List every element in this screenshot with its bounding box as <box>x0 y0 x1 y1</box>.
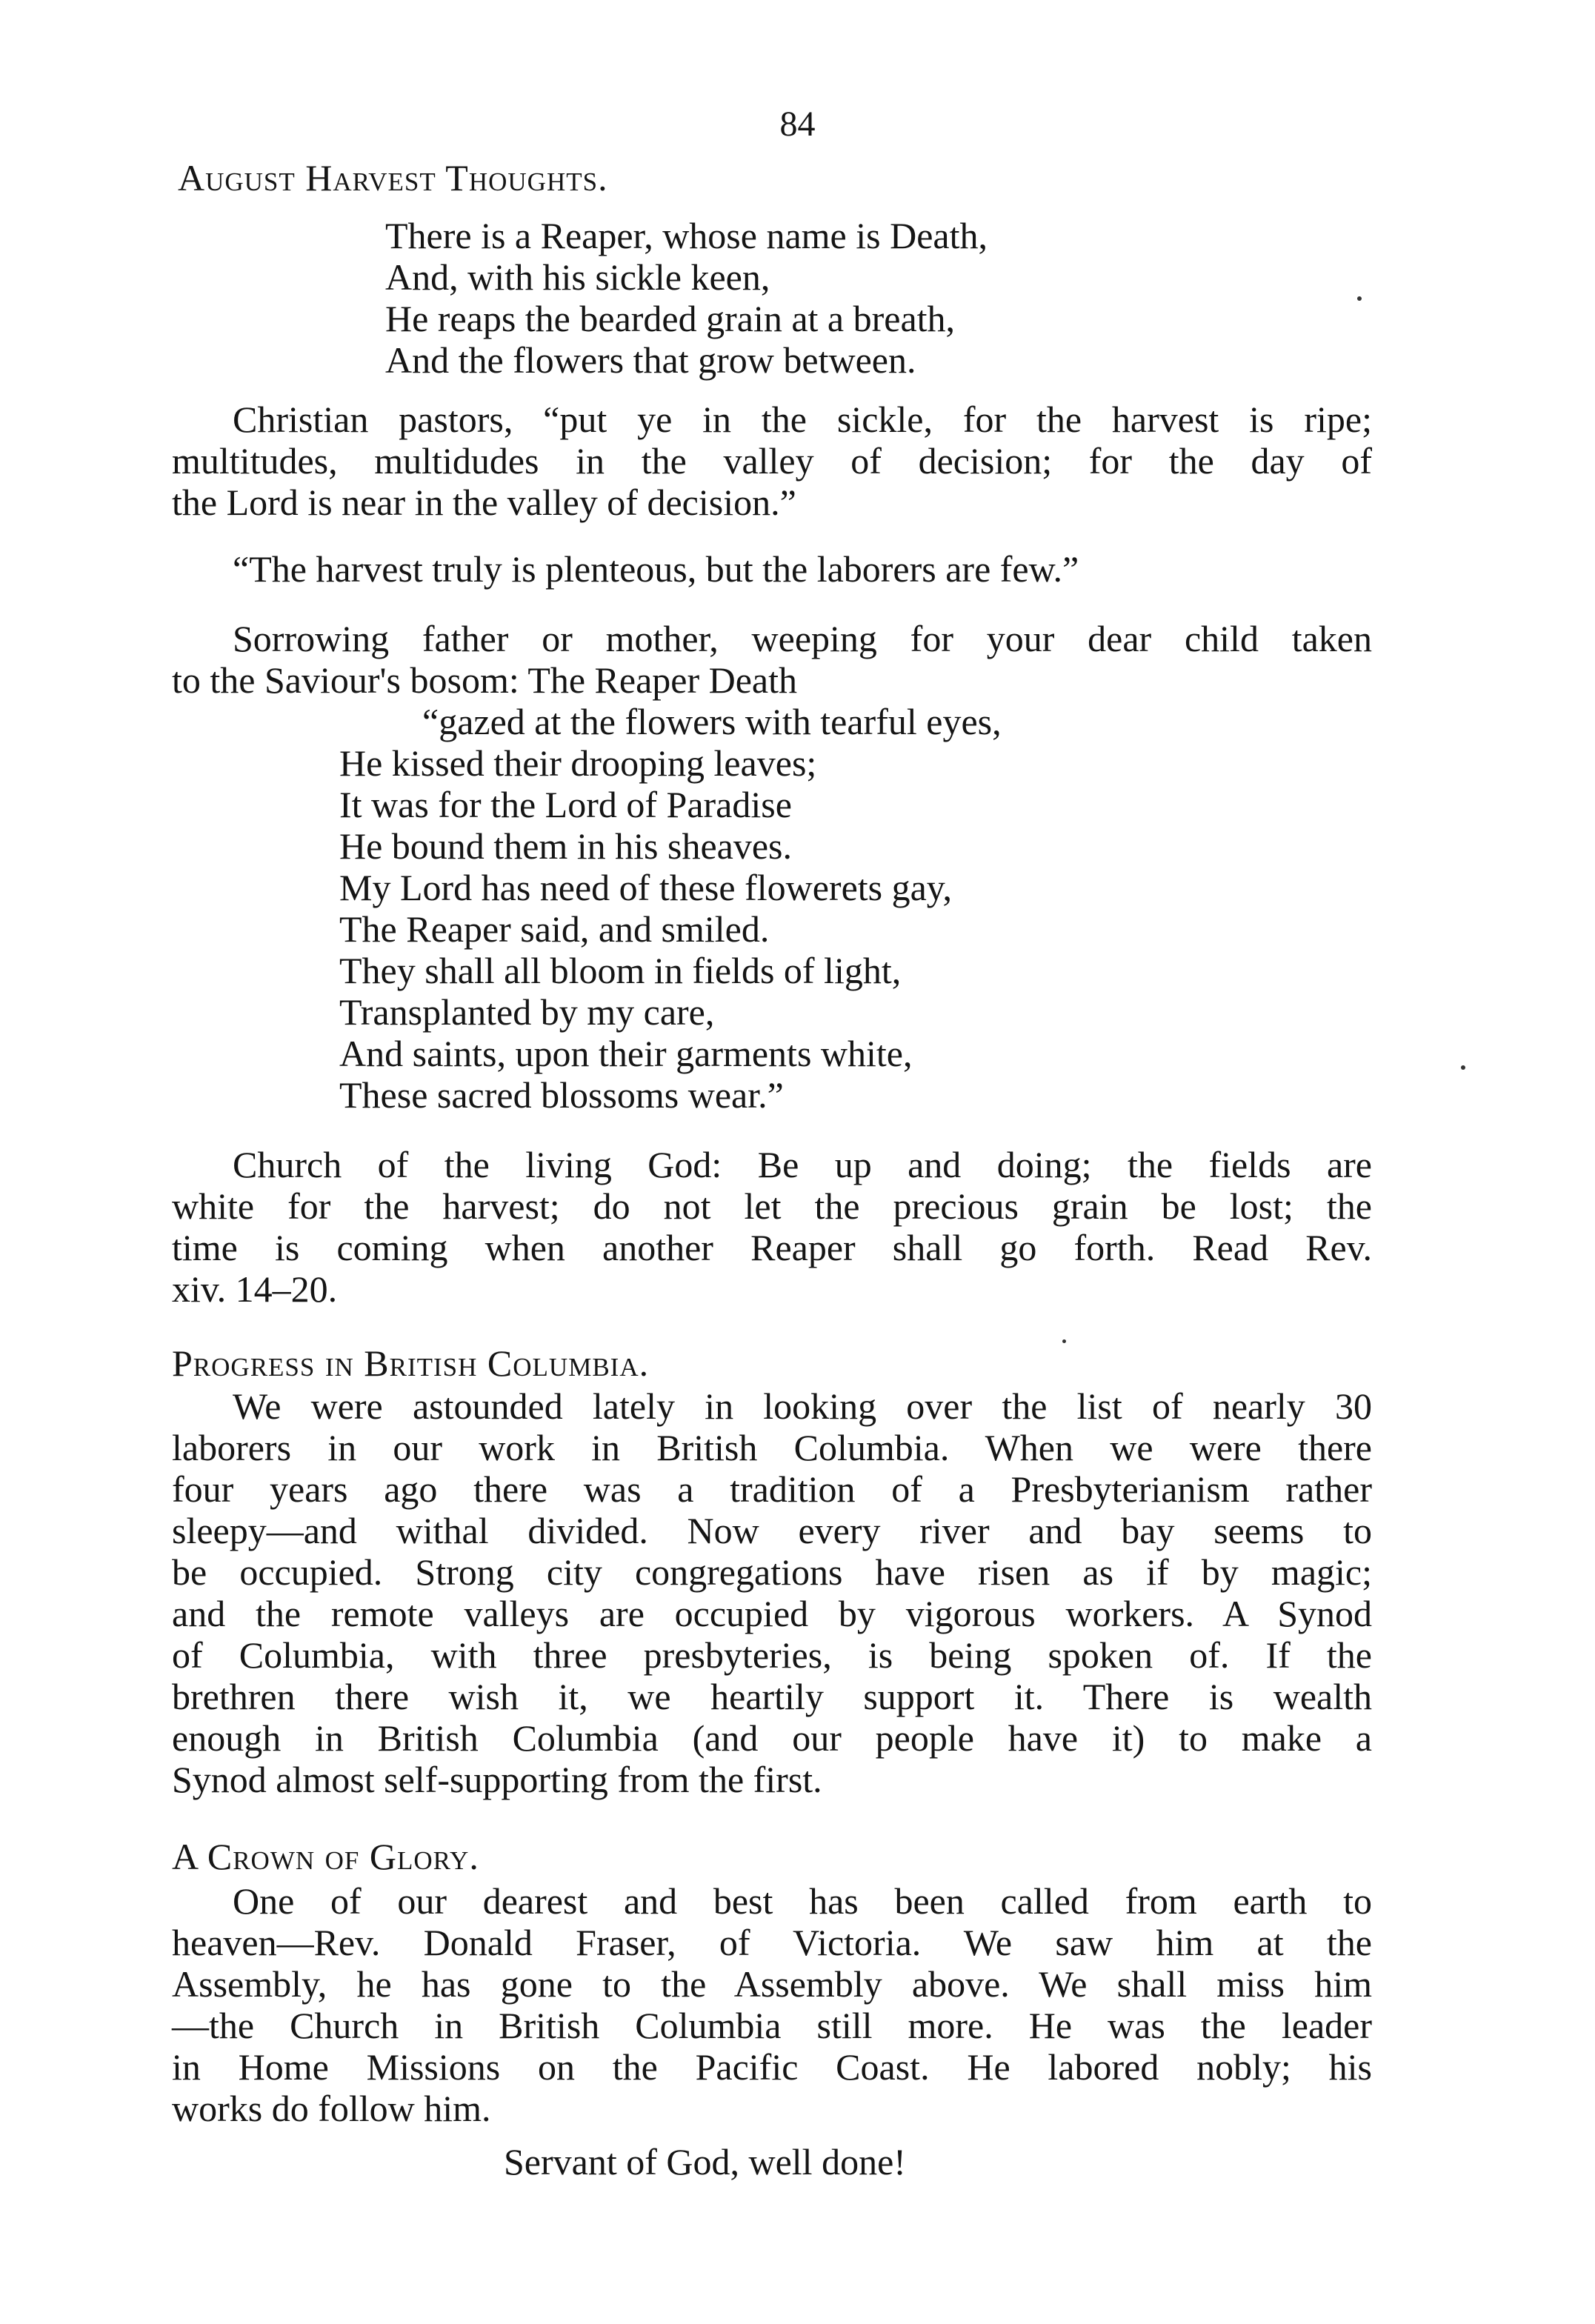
paragraph-line: four years ago there was a tradition of a Presbyterianism rather <box>172 1468 1372 1510</box>
paragraph-line: be occupied. Strong city congregations have risen as if by magic; <box>172 1551 1372 1593</box>
poem-line: And, with his sickle keen, <box>385 256 770 298</box>
paragraph-line: works do follow him. <box>172 2088 491 2129</box>
poem-reaper-death <box>339 701 1228 1123</box>
paragraph-line: We were astounded lately in looking over the list of nearly 30 <box>233 1385 1372 1427</box>
poem-line: And saints, upon their garments white, <box>339 1033 913 1074</box>
paragraph-line: xiv. 14–20. <box>172 1268 338 1310</box>
closing-text: Servant of God, well done! <box>504 2141 906 2183</box>
section-heading: Progress in British Columbia. <box>172 1342 650 1384</box>
poem-line: And the flowers that grow between. <box>385 339 916 381</box>
poem-line: He bound them in his sheaves. <box>339 825 793 867</box>
paragraph-line: laborers in our work in British Columbia. When we were there <box>172 1427 1372 1468</box>
poem-line: My Lord has need of these flowerets gay, <box>339 867 953 908</box>
poem-line: The Reaper said, and smiled. <box>339 908 770 950</box>
paragraph-line: multitudes, multidudes in the valley of decision; for the day of <box>172 440 1372 482</box>
paragraph-line: Christian pastors, “put ye in the sickle, for the harvest is ripe; <box>233 399 1372 440</box>
scan-speck <box>1062 1339 1066 1343</box>
paragraph-line: in Home Missions on the Pacific Coast. He labored nobly; his <box>172 2046 1372 2088</box>
poem-line: Transplanted by my care, <box>339 991 715 1033</box>
scan-speck <box>1461 1065 1465 1070</box>
paragraph-christian-pastors <box>172 399 1372 532</box>
paragraph-sorrowing <box>172 618 1372 707</box>
paragraph-line: “The harvest truly is plenteous, but the laborers are few.” <box>233 548 1079 590</box>
paragraph-line: Synod almost self-supporting from the first. <box>172 1759 822 1800</box>
paragraph-progress <box>172 1385 1372 1808</box>
paragraph-line: Sorrowing father or mother, weeping for your dear child taken <box>233 618 1372 659</box>
paragraph-harvest-plenteous <box>233 548 1344 593</box>
paragraph-line: Assembly, he has gone to the Assembly above. We shall miss him <box>172 1963 1372 2005</box>
section-heading: A Crown of Glory. <box>172 1836 479 1877</box>
paragraph-church-living-god <box>172 1144 1372 1322</box>
page-number: 84 <box>779 104 816 144</box>
scan-speck <box>1357 296 1362 301</box>
paragraph-line: white for the harvest; do not let the precious grain be lost; the <box>172 1185 1372 1227</box>
paragraph-line: time is coming when another Reaper shall go forth. Read Rev. <box>172 1227 1372 1268</box>
paragraph-line: brethren there wish it, we heartily support it. There is wealth <box>172 1676 1372 1717</box>
poem-line: It was for the Lord of Paradise <box>339 784 792 825</box>
paragraph-line: enough in British Columbia (and our people have it) to make a <box>172 1717 1372 1759</box>
poem-line: He reaps the bearded grain at a breath, <box>385 298 956 339</box>
paragraph-line: One of our dearest and best has been called from earth to <box>233 1880 1372 1922</box>
paragraph-crown <box>172 1880 1372 2140</box>
closing-line <box>504 2141 1096 2185</box>
paragraph-line: to the Saviour's bosom: The Reaper Death <box>172 659 798 701</box>
heading-progress-british-columbia <box>172 1334 1209 1385</box>
heading-crown-of-glory <box>172 1827 1209 1879</box>
paragraph-line: the Lord is near in the valley of decision.” <box>172 482 796 523</box>
paragraph-line: sleepy—and withal divided. Now every river and bay seems to <box>172 1510 1372 1551</box>
paragraph-line: heaven—Rev. Donald Fraser, of Victoria. We saw him at the <box>172 1922 1372 1963</box>
poem-line: They shall all bloom in fields of light, <box>339 950 902 991</box>
poem-line: He kissed their drooping leaves; <box>339 742 817 784</box>
heading-august-harvest-thoughts <box>178 148 1215 200</box>
poem-line: These sacred blossoms wear.” <box>339 1074 784 1116</box>
poem-line: “gazed at the flowers with tearful eyes, <box>422 701 1002 742</box>
paragraph-line: Church of the living God: Be up and doing; the fields are <box>233 1144 1372 1185</box>
section-heading: August Harvest Thoughts. <box>178 157 608 199</box>
paragraph-line: of Columbia, with three presbyteries, is being spoken of. If the <box>172 1634 1372 1676</box>
paragraph-line: —the Church in British Columbia still more. He was the leader <box>172 2005 1372 2046</box>
poem-line: There is a Reaper, whose name is Death, <box>385 215 988 256</box>
paragraph-line: and the remote valleys are occupied by vigorous workers. A Synod <box>172 1593 1372 1634</box>
poem-reaper <box>385 215 1200 393</box>
